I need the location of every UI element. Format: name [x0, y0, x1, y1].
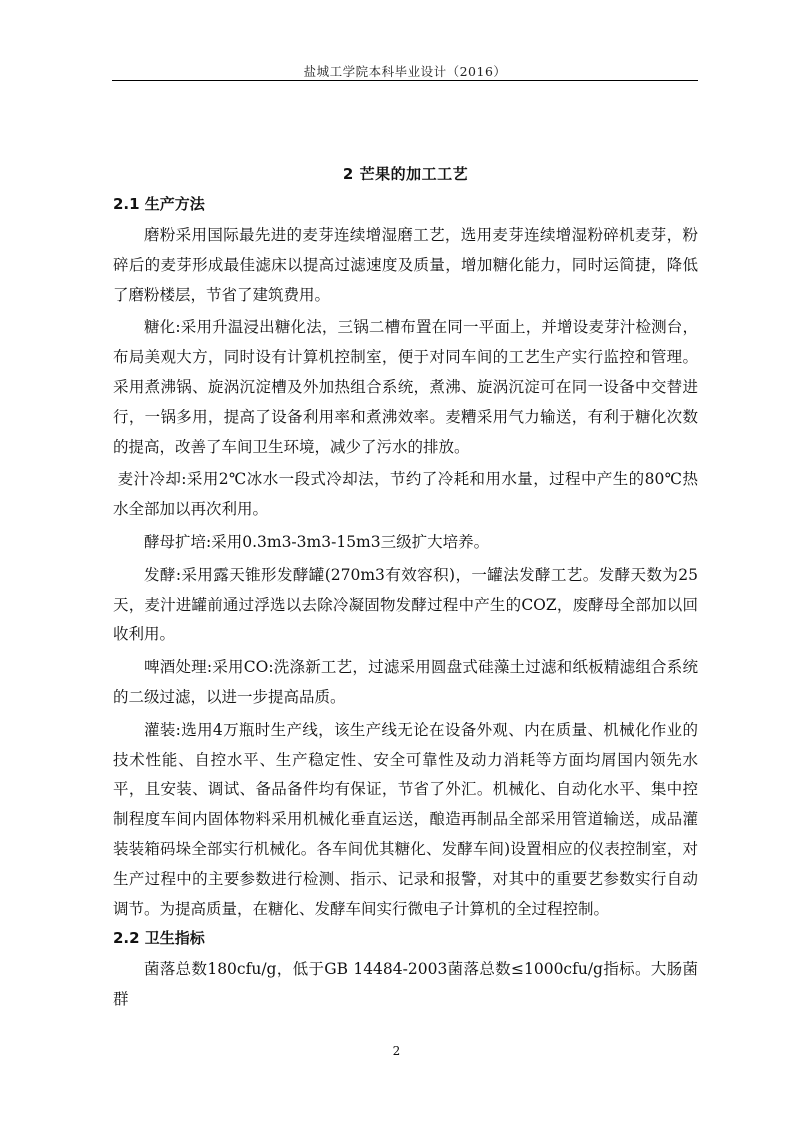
paragraph-fermentation: 发酵:采用露天锥形发酵罐(270m3有效容积)，一罐法发酵工艺。发酵天数为25天，麦汁进罐前通过浮选以去除冷凝固物发酵过程中产生的COZ，废酵母全部加以回收利用。	[113, 565, 698, 644]
running-header: 盐城工学院本科毕业设计（2016）	[303, 64, 507, 79]
chapter-title: 2 芒果的加工工艺	[342, 165, 469, 183]
section-heading-production-method: 2.1 生产方法	[113, 195, 205, 214]
paragraph-milling: 磨粉采用国际最先进的麦芽连续增湿磨工艺，选用麦芽连续增湿粉碎机麦芽，粉碎后的麦芽形成最佳滤床以提高过滤速度及质量，增加糖化能力，同时运简捷，降低了磨粉楼层，节省了建筑费用。	[113, 226, 698, 304]
paragraph-filling: 灌装:选用4万瓶时生产线，该生产线无论在设备外观、内在质量、机械化作业的技术性能、自控水平、生产稳定性、安全可靠性及动力消耗等方面均屑国内领先水平，且安装、调试、备品备件均有保证，节省了外汇。机械化、自动化水平、集中控制程度车间内固体物料采用机械化垂直运送，酿造再制品全部采用管道输送，成品灌装装箱码垛全部实行机械化。各车间优其糖化、发酵车间)设置相应的仪表控制室，对生产过程中的主要参数进行检测、指示、记录和报警，对其中的重要艺参数实行自动调节。为提高质量，在糖化、发酵车间实行微电子计算机的全过程控制。	[113, 720, 698, 918]
paragraph-saccharification: 糖化:采用升温浸出糖化法，三锅二槽布置在同一平面上，并增设麦芽汁检测台，布局美观大方，同时设有计算机控制室，便于对同车间的工艺生产实行监控和管理。采用煮沸锅、旋涡沉淀槽及外加热组合系统，煮沸、旋涡沉淀可在同一设备中交替进行，一锅多用，提高了设备利用率和煮沸效率。麦糟采用气力输送，有利于糖化次数的提高，改善了车间卫生环境，减少了污水的排放。	[113, 318, 698, 456]
page-number: 2	[392, 1044, 401, 1058]
document-body	[113, 160, 698, 1015]
paragraph-beer-treatment: 啤酒处理:采用CO:洗涤新工艺，过滤采用圆盘式硅藻土过滤和纸板精滤组合系统的二级过滤，以进一步提高品质。	[113, 658, 698, 707]
section-heading-hygiene-indicators: 2.2 卫生指标	[113, 929, 205, 948]
paragraph-yeast-propagation: 酵母扩培:采用0.3m3-3m3-15m3三级扩大培养。	[144, 533, 490, 552]
header-rule	[112, 80, 698, 81]
paragraph-wort-cooling: 麦汁冷却:采用2℃冰水一段式冷却法，节约了冷耗和用水量，过程中产生的80℃热水全部加以再次利用。	[113, 470, 698, 519]
paragraph-colony-count: 菌落总数180cfu/g，低于GB 14484-2003菌落总数≤1000cfu/g指标。大肠菌群	[113, 960, 698, 1009]
